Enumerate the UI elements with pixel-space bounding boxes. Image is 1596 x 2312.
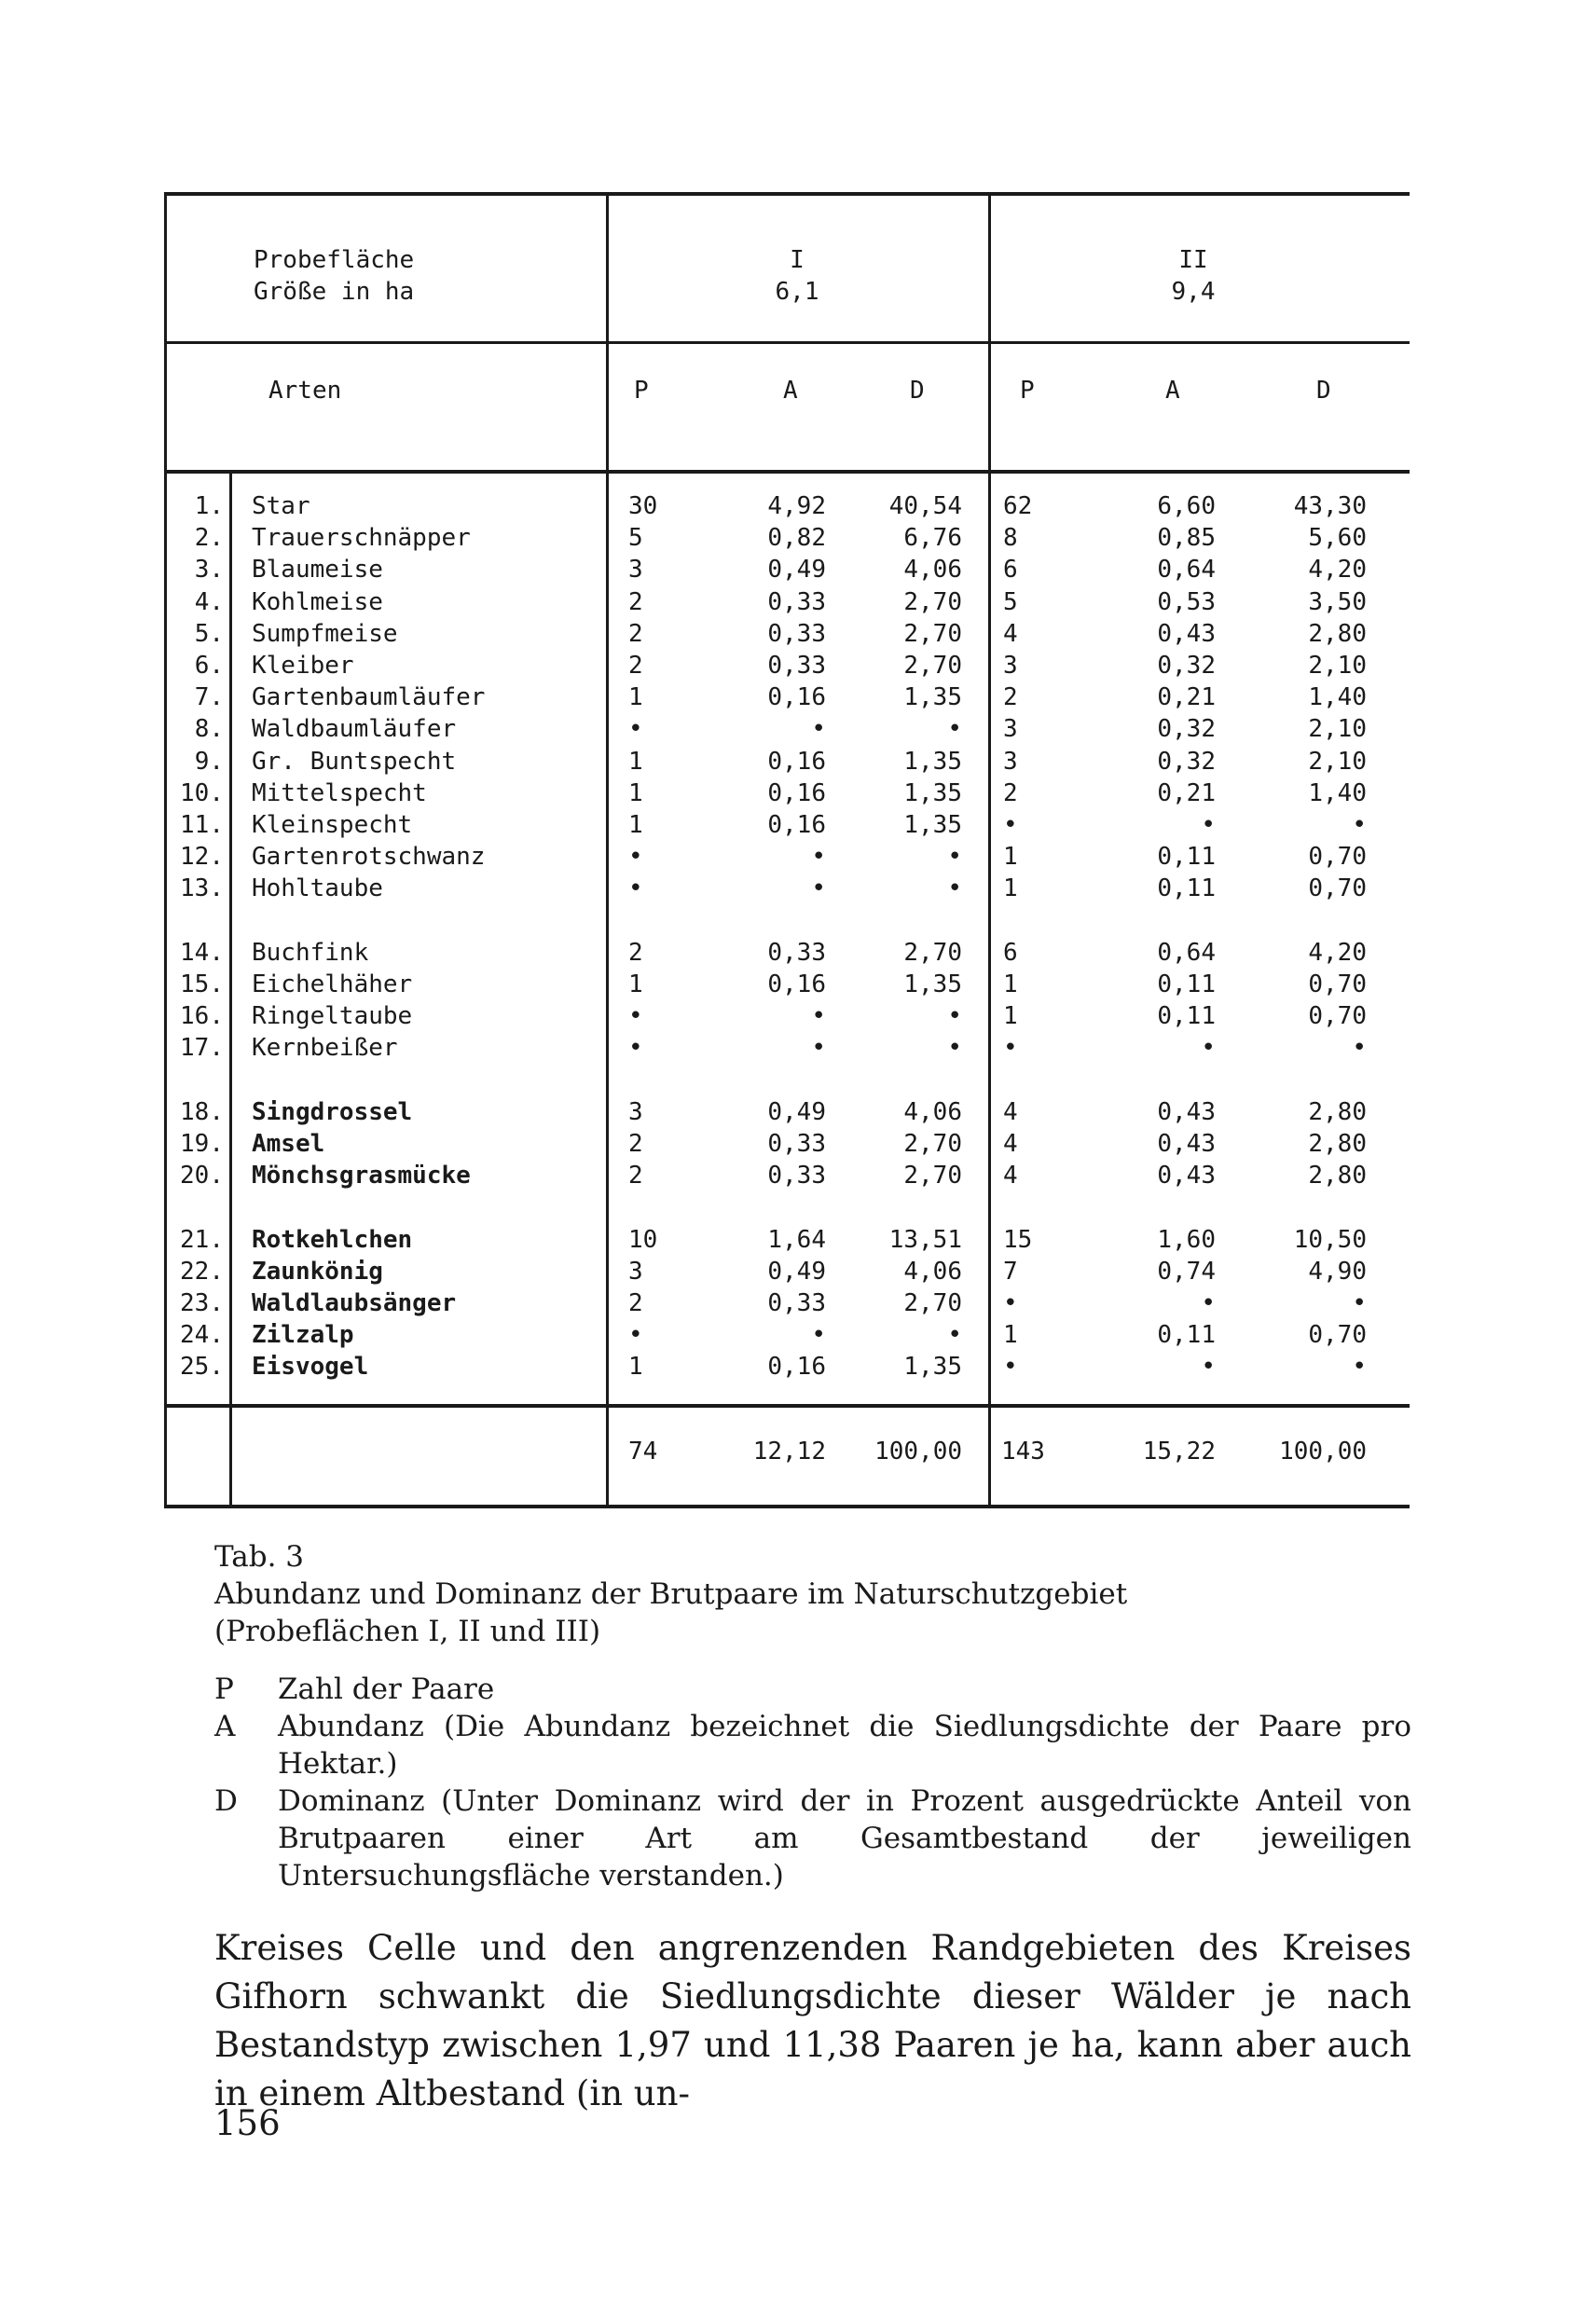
value-cell: 8 — [1003, 524, 1018, 553]
row-number: 25. — [180, 1353, 224, 1382]
row-number: 13. — [180, 874, 224, 903]
area-i-size: 6,1 — [775, 278, 819, 306]
value-cell: 2,10 — [1308, 715, 1367, 744]
value-cell: • — [811, 843, 826, 872]
species-name: Eisvogel — [252, 1353, 369, 1382]
value-cell: 0,43 — [1157, 1162, 1216, 1190]
value-cell: 0,32 — [1157, 715, 1216, 744]
species-name: Kleiber — [252, 652, 354, 680]
value-cell: 43,30 — [1293, 492, 1367, 520]
species-name: Star — [252, 492, 310, 520]
species-name: Blaumeise — [252, 556, 383, 585]
species-name: Ringeltaube — [252, 1002, 413, 1031]
value-cell: • — [628, 843, 643, 872]
value-cell: • — [811, 1002, 826, 1031]
row-number: 5. — [194, 619, 224, 648]
value-cell: 4 — [1003, 619, 1018, 648]
value-cell: 4,20 — [1308, 938, 1367, 967]
col-i-p: P — [634, 377, 649, 405]
value-cell: • — [628, 1321, 643, 1350]
row-number: 18. — [180, 1097, 224, 1126]
value-cell: 0,49 — [767, 556, 826, 585]
value-cell: • — [1003, 1034, 1018, 1063]
value-cell: 0,11 — [1157, 970, 1216, 998]
value-cell: 2,70 — [903, 1130, 962, 1158]
total-i-p: 74 — [628, 1438, 658, 1466]
legend-text: Zahl der Paare — [278, 1672, 495, 1706]
species-name: Kernbeißer — [252, 1034, 398, 1063]
value-cell: 0,82 — [767, 524, 826, 553]
row-number: 11. — [180, 811, 224, 839]
value-cell: 2 — [628, 1130, 643, 1158]
value-cell: 0,33 — [767, 938, 826, 967]
total-ii-d: 100,00 — [1279, 1438, 1367, 1466]
row-number: 2. — [194, 524, 224, 553]
value-cell: 0,33 — [767, 587, 826, 616]
value-cell: 1 — [628, 970, 643, 998]
breeding-pairs-table — [164, 192, 1410, 1510]
value-cell: 4 — [1003, 1130, 1018, 1158]
row-number: 9. — [194, 747, 224, 776]
value-cell: 2,80 — [1308, 1097, 1367, 1126]
table-totals-rule — [164, 1404, 1410, 1408]
legend-key: D — [214, 1784, 238, 1818]
value-cell: • — [947, 843, 962, 872]
col-ii-a: A — [1165, 377, 1180, 405]
value-cell: 1 — [1003, 843, 1018, 872]
col-ii-p: P — [1020, 377, 1035, 405]
row-number: 15. — [180, 970, 224, 998]
value-cell: 2 — [628, 652, 643, 680]
value-cell: 3 — [628, 1257, 643, 1286]
total-i-a: 12,12 — [752, 1438, 826, 1466]
table-caption-subtitle: (Probeflächen I, II und III) — [214, 1615, 601, 1648]
value-cell: 4,90 — [1308, 1257, 1367, 1286]
size-label: Größe in ha — [254, 278, 415, 306]
value-cell: 2 — [628, 587, 643, 616]
value-cell: 0,70 — [1308, 1002, 1367, 1031]
value-cell: 2,80 — [1308, 1162, 1367, 1190]
area-ii-id: II — [1178, 246, 1208, 274]
value-cell: 4,06 — [903, 1257, 962, 1286]
value-cell: 2 — [628, 1289, 643, 1317]
value-cell: 1 — [628, 811, 643, 839]
value-cell: 7 — [1003, 1257, 1018, 1286]
value-cell: 1,35 — [903, 747, 962, 776]
species-name: Gartenrotschwanz — [252, 843, 486, 872]
row-number: 17. — [180, 1034, 224, 1063]
value-cell: 2 — [1003, 683, 1018, 712]
value-cell: 2,70 — [903, 587, 962, 616]
value-cell: • — [947, 874, 962, 903]
value-cell: • — [1352, 811, 1367, 839]
table-top-rule — [164, 192, 1410, 196]
value-cell: 10 — [628, 1225, 658, 1254]
table-arten-rule — [164, 470, 1410, 474]
species-name: Waldbaumläufer — [252, 715, 457, 744]
value-cell: 6,60 — [1157, 492, 1216, 520]
value-cell: • — [628, 1034, 643, 1063]
row-number: 10. — [180, 778, 224, 807]
value-cell: • — [1201, 1289, 1216, 1317]
value-cell: 0,43 — [1157, 1130, 1216, 1158]
value-cell: 0,70 — [1308, 970, 1367, 998]
value-cell: 3 — [1003, 715, 1018, 744]
value-cell: 0,16 — [767, 747, 826, 776]
legend-item-p — [214, 1671, 1411, 1708]
value-cell: 0,11 — [1157, 1002, 1216, 1031]
value-cell: 62 — [1003, 492, 1033, 520]
value-cell: 0,21 — [1157, 683, 1216, 712]
value-cell: • — [947, 1321, 962, 1350]
value-cell: 1 — [1003, 1321, 1018, 1350]
value-cell: 1,35 — [903, 778, 962, 807]
value-cell: 0,32 — [1157, 652, 1216, 680]
value-cell: 3 — [628, 556, 643, 585]
value-cell: 0,16 — [767, 778, 826, 807]
value-cell: 2 — [1003, 778, 1018, 807]
legend-key: A — [214, 1710, 236, 1743]
area-ii-size: 9,4 — [1171, 278, 1216, 306]
total-ii-p: 143 — [1001, 1438, 1045, 1466]
col-i-d: D — [910, 377, 925, 405]
value-cell: 0,53 — [1157, 587, 1216, 616]
value-cell: • — [628, 1002, 643, 1031]
row-number: 1. — [194, 492, 224, 520]
col-ii-d: D — [1316, 377, 1331, 405]
value-cell: 0,11 — [1157, 843, 1216, 872]
value-cell: 0,70 — [1308, 843, 1367, 872]
table-caption-number: Tab. 3 — [214, 1540, 305, 1574]
value-cell: 0,49 — [767, 1257, 826, 1286]
value-cell: 3 — [628, 1097, 643, 1126]
row-number: 24. — [180, 1321, 224, 1350]
area-i-id: I — [790, 246, 805, 274]
legend-item-d — [214, 1782, 1411, 1894]
value-cell: 2 — [628, 1162, 643, 1190]
value-cell: • — [1003, 811, 1018, 839]
value-cell: 4,20 — [1308, 556, 1367, 585]
value-cell: 4,06 — [903, 1097, 962, 1126]
value-cell: 2,70 — [903, 1289, 962, 1317]
row-number: 23. — [180, 1289, 224, 1317]
species-name: Sumpfmeise — [252, 619, 398, 648]
value-cell: 13,51 — [888, 1225, 962, 1254]
value-cell: 0,85 — [1157, 524, 1216, 553]
value-cell: 1 — [1003, 970, 1018, 998]
arten-label: Arten — [268, 377, 342, 405]
value-cell: 4,06 — [903, 556, 962, 585]
value-cell: 0,49 — [767, 1097, 826, 1126]
table-area-divider — [988, 192, 991, 1508]
value-cell: 4,92 — [767, 492, 826, 520]
value-cell: 0,64 — [1157, 556, 1216, 585]
value-cell: 2 — [628, 938, 643, 967]
value-cell: 10,50 — [1293, 1225, 1367, 1254]
value-cell: 5 — [628, 524, 643, 553]
value-cell: 0,43 — [1157, 1097, 1216, 1126]
value-cell: 0,70 — [1308, 1321, 1367, 1350]
table-species-divider — [606, 192, 609, 1508]
value-cell: 3,50 — [1308, 587, 1367, 616]
row-number: 21. — [180, 1225, 224, 1254]
value-cell: 4 — [1003, 1097, 1018, 1126]
value-cell: 0,33 — [767, 1289, 826, 1317]
total-ii-a: 15,22 — [1142, 1438, 1216, 1466]
value-cell: 1,40 — [1308, 778, 1367, 807]
value-cell: 1,40 — [1308, 683, 1367, 712]
value-cell: 5 — [1003, 587, 1018, 616]
value-cell: • — [947, 1002, 962, 1031]
value-cell: 1,35 — [903, 970, 962, 998]
table-bottom-rule — [164, 1505, 1410, 1508]
species-name: Amsel — [252, 1130, 325, 1158]
row-number: 7. — [194, 683, 224, 712]
value-cell: • — [811, 874, 826, 903]
row-number: 20. — [180, 1162, 224, 1190]
table-header-rule — [164, 341, 1410, 344]
value-cell: • — [1201, 1034, 1216, 1063]
value-cell: • — [811, 1321, 826, 1350]
value-cell: 2,70 — [903, 938, 962, 967]
value-cell: • — [1003, 1353, 1018, 1382]
value-cell: 0,11 — [1157, 874, 1216, 903]
species-name: Eichelhäher — [252, 970, 413, 998]
value-cell: 2,70 — [903, 619, 962, 648]
legend-text: Dominanz (Unter Dominanz wird der in Prozent ausgedrückte Anteil von Brutpaaren einer Art am Gesamtbestand der jeweiligen Untersuchungsfläche verstanden.) — [278, 1784, 1411, 1892]
value-cell: • — [1201, 1353, 1216, 1382]
value-cell: 0,21 — [1157, 778, 1216, 807]
value-cell: • — [1352, 1353, 1367, 1382]
species-name: Hohltaube — [252, 874, 383, 903]
species-name: Trauerschnäpper — [252, 524, 471, 553]
row-number: 14. — [180, 938, 224, 967]
value-cell: 30 — [628, 492, 658, 520]
value-cell: 2,70 — [903, 652, 962, 680]
species-name: Gartenbaumläufer — [252, 683, 486, 712]
value-cell: 2,80 — [1308, 1130, 1367, 1158]
species-name: Gr. Buntspecht — [252, 747, 457, 776]
species-name: Zaunkönig — [252, 1257, 383, 1286]
row-number: 4. — [194, 587, 224, 616]
value-cell: 0,70 — [1308, 874, 1367, 903]
value-cell: 0,74 — [1157, 1257, 1216, 1286]
value-cell: • — [947, 1034, 962, 1063]
value-cell: • — [1201, 811, 1216, 839]
value-cell: 0,33 — [767, 1130, 826, 1158]
value-cell: 0,16 — [767, 811, 826, 839]
species-name: Rotkehlchen — [252, 1225, 413, 1254]
value-cell: 0,33 — [767, 652, 826, 680]
value-cell: • — [1003, 1289, 1018, 1317]
species-name: Waldlaubsänger — [252, 1289, 457, 1317]
value-cell: 2 — [628, 619, 643, 648]
legend-item-a — [214, 1708, 1411, 1782]
col-i-a: A — [783, 377, 798, 405]
value-cell: • — [628, 715, 643, 744]
value-cell: 0,32 — [1157, 747, 1216, 776]
value-cell: 3 — [1003, 652, 1018, 680]
value-cell: • — [1352, 1289, 1367, 1317]
value-cell: 1,64 — [767, 1225, 826, 1254]
page-number: 156 — [214, 2103, 281, 2143]
value-cell: 6,76 — [903, 524, 962, 553]
value-cell: 1 — [1003, 874, 1018, 903]
species-name: Buchfink — [252, 938, 369, 967]
value-cell: 1 — [628, 778, 643, 807]
row-number: 3. — [194, 556, 224, 585]
value-cell: 1,35 — [903, 1353, 962, 1382]
value-cell: 0,64 — [1157, 938, 1216, 967]
value-cell: 3 — [1003, 747, 1018, 776]
value-cell: 1 — [1003, 1002, 1018, 1031]
value-cell: 0,16 — [767, 683, 826, 712]
value-cell: 0,33 — [767, 619, 826, 648]
value-cell: 1 — [628, 747, 643, 776]
value-cell: 0,16 — [767, 1353, 826, 1382]
value-cell: • — [1352, 1034, 1367, 1063]
value-cell: 2,10 — [1308, 747, 1367, 776]
legend-key: P — [214, 1672, 234, 1706]
value-cell: 1 — [628, 683, 643, 712]
value-cell: 2,80 — [1308, 619, 1367, 648]
row-number: 22. — [180, 1257, 224, 1286]
value-cell: 6 — [1003, 556, 1018, 585]
value-cell: 4 — [1003, 1162, 1018, 1190]
species-name: Mönchsgrasmücke — [252, 1162, 471, 1190]
value-cell: 40,54 — [888, 492, 962, 520]
value-cell: 6 — [1003, 938, 1018, 967]
value-cell: 15 — [1003, 1225, 1033, 1254]
species-name: Singdrossel — [252, 1097, 413, 1126]
body-paragraph: Kreises Celle und den angrenzenden Randgebieten des Kreises Gifhorn schwankt die Siedlungsdichte dieser Wälder je nach Bestandstyp zwischen 1,97 und 11,38 Paaren je ha, kann aber auch in einem Altbestand (in un- — [214, 1928, 1411, 2113]
value-cell: 2,70 — [903, 1162, 962, 1190]
row-number: 12. — [180, 843, 224, 872]
total-i-d: 100,00 — [874, 1438, 962, 1466]
value-cell: 1,60 — [1157, 1225, 1216, 1254]
legend-text: Abundanz (Die Abundanz bezeichnet die Siedlungsdichte der Paare pro Hektar.) — [278, 1710, 1411, 1781]
value-cell: 0,33 — [767, 1162, 826, 1190]
value-cell: 1 — [628, 1353, 643, 1382]
row-number: 16. — [180, 1002, 224, 1031]
table-caption-title: Abundanz und Dominanz der Brutpaare im Naturschutzgebiet — [214, 1577, 1128, 1611]
row-number: 19. — [180, 1130, 224, 1158]
value-cell: 5,60 — [1308, 524, 1367, 553]
species-name: Kohlmeise — [252, 587, 383, 616]
value-cell: 1,35 — [903, 811, 962, 839]
value-cell: • — [628, 874, 643, 903]
table-nr-divider — [229, 470, 232, 1508]
value-cell: 0,16 — [767, 970, 826, 998]
row-number: 8. — [194, 715, 224, 744]
value-cell: 2,10 — [1308, 652, 1367, 680]
species-name: Kleinspecht — [252, 811, 413, 839]
area-label: Probefläche — [254, 246, 415, 274]
species-name: Zilzalp — [252, 1321, 354, 1350]
value-cell: 0,43 — [1157, 619, 1216, 648]
value-cell: 1,35 — [903, 683, 962, 712]
row-number: 6. — [194, 652, 224, 680]
value-cell: • — [811, 715, 826, 744]
species-name: Mittelspecht — [252, 778, 427, 807]
value-cell: 0,11 — [1157, 1321, 1216, 1350]
value-cell: • — [811, 1034, 826, 1063]
value-cell: • — [947, 715, 962, 744]
